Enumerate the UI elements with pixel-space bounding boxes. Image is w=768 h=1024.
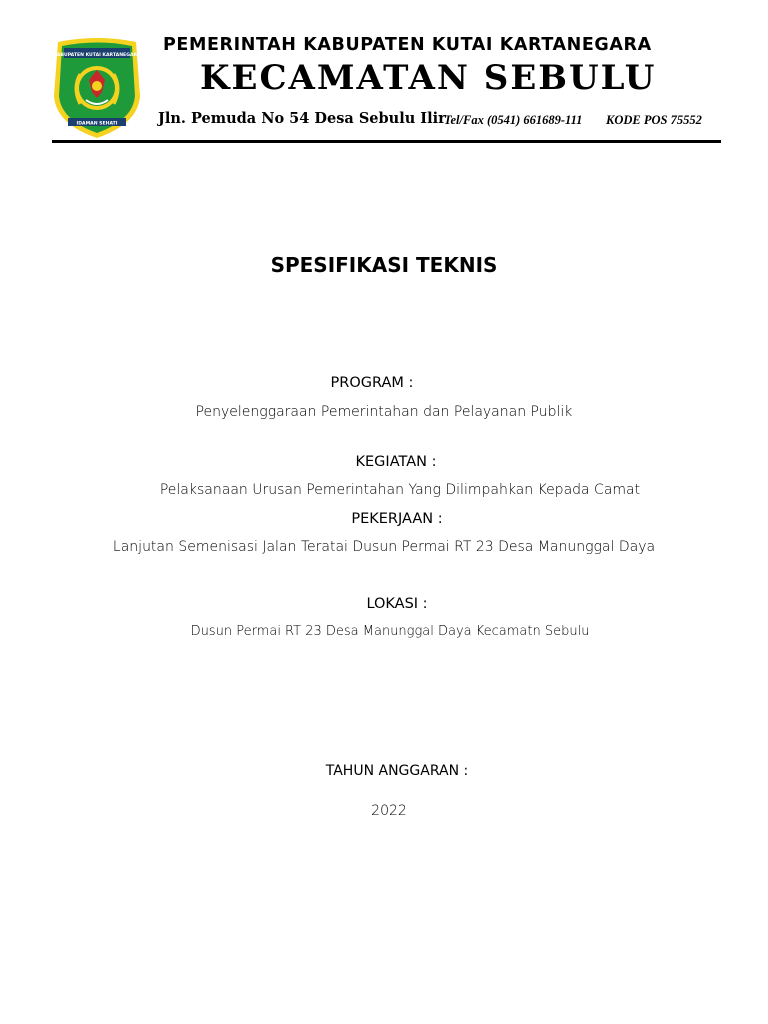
tahun-anggaran-value: 2022 — [371, 803, 407, 819]
pekerjaan-value: Lanjutan Semenisasi Jalan Teratai Dusun Permai RT 23 Desa Manunggal Daya — [112, 539, 656, 555]
office-address: Jln. Pemuda No 54 Desa Sebulu Ilir — [158, 110, 446, 127]
kutai-kartanegara-emblem-icon — [50, 36, 144, 140]
kegiatan-label: KEGIATAN : — [355, 454, 437, 470]
svg-text:KABUPATEN KUTAI KARTANEGARA: KABUPATEN KUTAI KARTANEGARA — [53, 53, 141, 58]
svg-text:IDAMAN SEHATI: IDAMAN SEHATI — [76, 121, 118, 127]
document-title: SPESIFIKASI TEKNIS — [270, 253, 498, 277]
pekerjaan-label: PEKERJAAN : — [351, 511, 443, 527]
organization-name: PEMERINTAH KABUPATEN KUTAI KARTANEGARA — [163, 35, 652, 55]
tahun-anggaran-label: TAHUN ANGGARAN : — [325, 763, 469, 779]
program-label: PROGRAM : — [330, 375, 414, 391]
office-telfax: Tel/Fax (0541) 661689-111 — [444, 113, 583, 127]
office-postcode: KODE POS 75552 — [606, 113, 702, 127]
lokasi-value: Dusun Permai RT 23 Desa Manunggal Daya Kecamatn Sebulu — [190, 624, 590, 639]
program-value: Penyelenggaraan Pemerintahan dan Pelayanan Publik — [195, 404, 573, 420]
kegiatan-value: Pelaksanaan Urusan Pemerintahan Yang Dilimpahkan Kepada Camat — [159, 482, 641, 498]
office-name: KECAMATAN SEBULU — [200, 58, 657, 98]
letterhead-divider — [52, 140, 721, 143]
lokasi-label: LOKASI : — [366, 596, 428, 612]
